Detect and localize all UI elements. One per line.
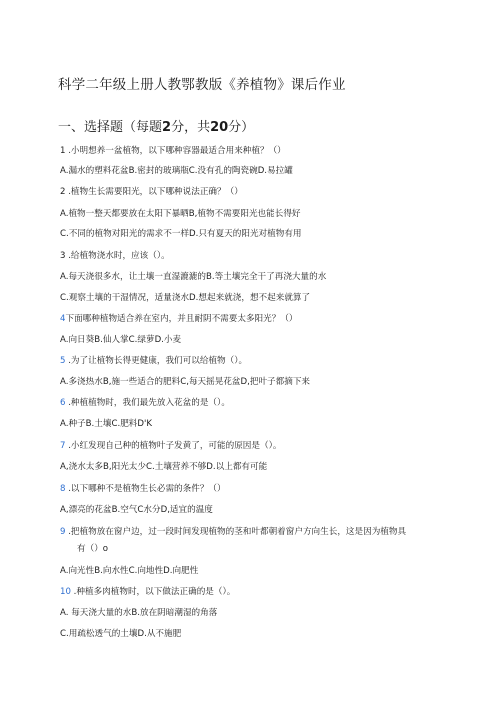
question-number: 2 (60, 187, 66, 197)
answer-options: A.向光性B.向水性C.向地性D.向肥性 (60, 566, 199, 576)
question-7 (60, 441, 281, 452)
question-1 (60, 146, 286, 157)
answer-options: A.多浇热水B,施一些适合的肥料C,每天摇晃花盆D,把叶子都摘下来 (60, 377, 311, 387)
question-text: 下面哪种植物适合养在室内，并且耐阴不需要太多阳光？（） (65, 314, 298, 324)
answer-options: A,漂亮的花盆B.空气C水分D,适宜的温度 (60, 505, 213, 515)
question-text: .以下哪种不是植物生长必需的条件？（） (65, 484, 226, 494)
question-9 (60, 527, 406, 538)
question-number: 1 (60, 146, 66, 156)
answer-options: A.植物一整天都要放在太阳下暴晒B,植物不需要阳光也能长得好 (60, 209, 301, 219)
answer-options: A.种子B.土壤C.肥料D'K (60, 419, 152, 429)
question-3 (60, 251, 170, 262)
question-6 (60, 398, 230, 409)
section-middle: 分，共 (171, 120, 211, 135)
question-number: 10 (60, 587, 71, 597)
question-text: .把植物放在窗户边，过一段时间发现植物的茎和叶都朝着窗户方向生长，这是因为植物具 (65, 527, 407, 537)
answer-options: A. 每天浇大量的水B.放在阴暗潮湿的角落 (60, 608, 218, 618)
question-text: .种植多肉植物时，以下做法正确的是（）。 (70, 587, 236, 597)
answer-options: A.向日葵B.仙人掌C.绿萝D.小麦 (60, 335, 182, 345)
section-suffix: 分） (228, 120, 255, 135)
answer-options: C.观察土壤的干湿情况，适量浇水D.想起来就浇，想不起来就算了 (60, 293, 311, 303)
answer-options: C.不同的植物对阳光的需求不一样D.只有夏天的阳光对植物有用 (60, 229, 302, 239)
question-number: 8 (60, 484, 66, 494)
question-8 (60, 484, 226, 495)
question-text: .植物生长需要阳光，以下哪种说法正确？（） (65, 187, 243, 197)
question-5 (60, 356, 247, 367)
question-text: .小明想养一盆植物，以下哪种容器最适合用来种植？（） (65, 146, 286, 156)
question-continuation: 有（）o (77, 544, 109, 554)
question-number: 6 (60, 398, 66, 408)
page-title: 科学二年级上册人教鄂教版《养植物》课后作业 (58, 77, 346, 93)
answer-options: C.用疏松透气的土壤D.从不施肥 (60, 629, 182, 639)
section-prefix: 一、选择题（每题 (58, 120, 163, 135)
question-text: .给植物浇水时，应该（）。 (65, 251, 170, 261)
question-10 (60, 587, 235, 598)
section-heading (58, 116, 254, 135)
question-number: 7 (60, 441, 66, 451)
question-2 (60, 187, 243, 198)
answer-options: A.漏水的塑料花盆B.密封的玻璃瓶C.没有孔的陶瓷碗D.易拉罐 (60, 166, 293, 176)
question-number: 9 (60, 527, 66, 537)
question-text: .为了让植物长得更健康，我们可以给植物（）。 (65, 356, 248, 366)
answer-options: A.每天浇很多水，让土壤一直湿漉漉的B.等土壤完全干了再浇大量的水 (60, 272, 327, 282)
question-number: 5 (60, 356, 66, 366)
question-4 (60, 314, 298, 325)
answer-options: A,浇水太多B,阳光太少C.土壤营养不够D.以上都有可能 (60, 462, 268, 472)
section-points: 2 (162, 120, 172, 135)
question-number: 4 (60, 314, 66, 324)
section-total: 20 (210, 120, 229, 135)
question-number: 3 (60, 251, 66, 261)
question-text: .小红发现自己种的植物叶子发黄了，可能的原因是（）。 (65, 441, 282, 451)
question-text: .种植植物时，我们最先放入花盆的是（）。 (65, 398, 230, 408)
